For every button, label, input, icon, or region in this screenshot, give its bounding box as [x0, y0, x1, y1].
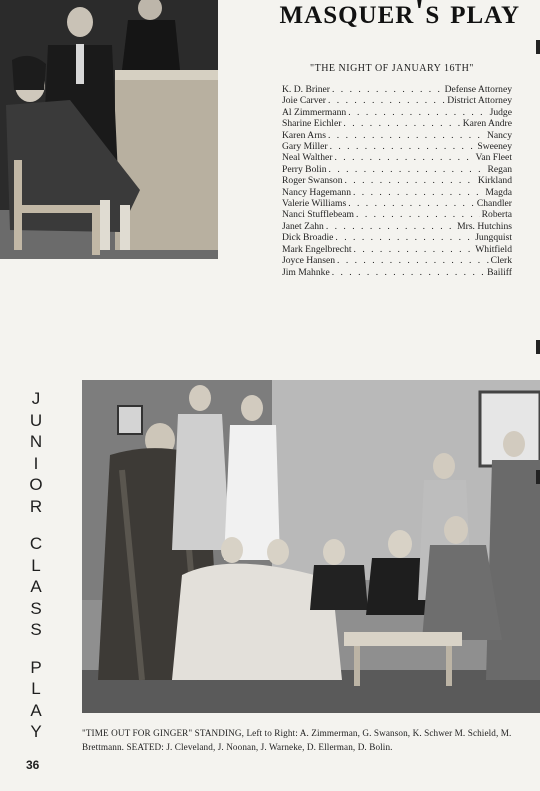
side-title-letter: C — [29, 534, 43, 553]
cast-row — [282, 84, 512, 95]
cast-actor: Joyce Hansen — [282, 255, 336, 267]
cast-row — [282, 164, 512, 175]
leader-dots — [354, 244, 474, 255]
leader-dots — [329, 164, 486, 175]
cast-role: Sweeney — [477, 141, 512, 153]
cast-actor: Dick Broadie — [282, 232, 334, 244]
cast-role: Bailiff — [487, 266, 512, 278]
cast-role: Magda — [485, 186, 512, 198]
junior-play-photo-art — [82, 380, 540, 713]
side-title-letter: S — [30, 620, 42, 639]
page-edge-mark — [536, 470, 540, 484]
cast-role: Clerk — [490, 255, 512, 267]
page-number: 36 — [26, 758, 40, 772]
leader-dots — [348, 198, 475, 209]
cast-actor: Gary Miller — [282, 141, 328, 153]
cast-row — [282, 187, 512, 198]
cast-row — [282, 198, 512, 209]
leader-dots — [330, 141, 476, 152]
side-title-letter: S — [30, 598, 42, 618]
side-title-word — [22, 657, 50, 743]
cast-actor: Al Zimmermann — [282, 106, 347, 118]
cast-actor: Joie Carver — [282, 95, 326, 107]
cast-row — [282, 107, 512, 118]
cast-role: Defense Attorney — [444, 84, 512, 95]
cast-row — [282, 118, 512, 129]
side-title-word — [22, 388, 50, 517]
cast-row — [282, 221, 512, 232]
leader-dots — [332, 84, 443, 95]
leader-dots — [334, 152, 473, 163]
cast-row — [282, 232, 512, 243]
cast-row — [282, 130, 512, 141]
cast-actor: Valerie Williams — [282, 198, 347, 210]
cast-role: Van Fleet — [475, 152, 512, 164]
cast-role: Kirkland — [477, 175, 512, 187]
cast-role: Jungquist — [475, 232, 512, 244]
cast-row — [282, 267, 512, 278]
side-title-letter: N — [29, 432, 43, 451]
page-title: masquer's play — [279, 0, 520, 31]
side-title-letter: J — [31, 389, 41, 408]
cast-row — [282, 244, 512, 255]
junior-play-photo — [82, 380, 540, 713]
cast-actor: Janet Zahn — [282, 220, 324, 232]
cast-actor: Perry Bolin — [282, 163, 327, 175]
side-title-word — [22, 533, 50, 641]
side-title-letter: A — [30, 577, 42, 596]
leader-dots — [343, 118, 460, 129]
side-title-letter: L — [31, 555, 41, 575]
leader-dots — [337, 255, 489, 266]
cast-role: Nancy — [486, 129, 512, 141]
leader-dots — [353, 187, 483, 198]
cast-row — [282, 152, 512, 163]
side-title-letter: I — [33, 453, 39, 473]
side-title-letter: L — [31, 679, 41, 698]
senior-play-subtitle: "THE NIGHT OF JANUARY 16TH" — [310, 63, 474, 74]
side-title-letter: A — [30, 700, 42, 720]
leader-dots — [328, 95, 445, 106]
courtroom-photo-art — [0, 0, 218, 259]
leader-dots — [328, 130, 485, 141]
photo-caption: "TIME OUT FOR GINGER" STANDING, Left to Right: A. Zimmerman, G. Swanson, K. Schwer M. Schield, M. Brettmann. SEATED: J. Cleveland, J. Noonan, J. Warneke, D. Ellerman, D. Bolin. — [82, 728, 512, 752]
leader-dots — [345, 175, 476, 186]
cast-actor: Roger Swanson — [282, 175, 343, 187]
cast-role: Chandler — [476, 198, 512, 210]
page-edge-mark — [536, 40, 540, 54]
cast-role: Mrs. Hutchins — [457, 220, 512, 232]
side-title-letter: R — [29, 496, 43, 516]
courtroom-photo — [0, 0, 218, 259]
leader-dots — [348, 107, 487, 118]
side-title-letter: P — [30, 657, 42, 677]
side-title-letter: O — [29, 475, 43, 494]
cast-role: Regan — [487, 163, 512, 175]
cast-actor: Karen Arns — [282, 129, 326, 141]
page-edge-mark — [536, 340, 540, 354]
side-title-letter: U — [29, 410, 43, 430]
cast-row — [282, 209, 512, 220]
cast-actor: Nancy Hagemann — [282, 186, 351, 198]
cast-actor: K. D. Briner — [282, 84, 330, 95]
cast-role: Roberta — [481, 209, 512, 221]
leader-dots — [326, 221, 455, 232]
junior-class-play-side-title — [22, 388, 50, 759]
cast-actor: Neal Walther — [282, 152, 333, 164]
side-title-letter: Y — [30, 722, 42, 741]
leader-dots — [356, 209, 480, 220]
cast-role: Whitfield — [475, 243, 512, 255]
cast-role: Judge — [489, 106, 512, 118]
cast-list — [282, 84, 512, 278]
cast-row — [282, 255, 512, 266]
leader-dots — [332, 267, 485, 278]
cast-row — [282, 95, 512, 106]
cast-role: Karen Andre — [462, 118, 512, 130]
cast-actor: Nanci Stufflebeam — [282, 209, 355, 221]
cast-actor: Sharine Eichler — [282, 118, 342, 130]
cast-actor: Jim Mahnke — [282, 266, 330, 278]
cast-row — [282, 141, 512, 152]
leader-dots — [335, 232, 473, 243]
cast-role: District Attorney — [447, 95, 512, 107]
cast-actor: Mark Engelbrecht — [282, 243, 352, 255]
cast-row — [282, 175, 512, 186]
